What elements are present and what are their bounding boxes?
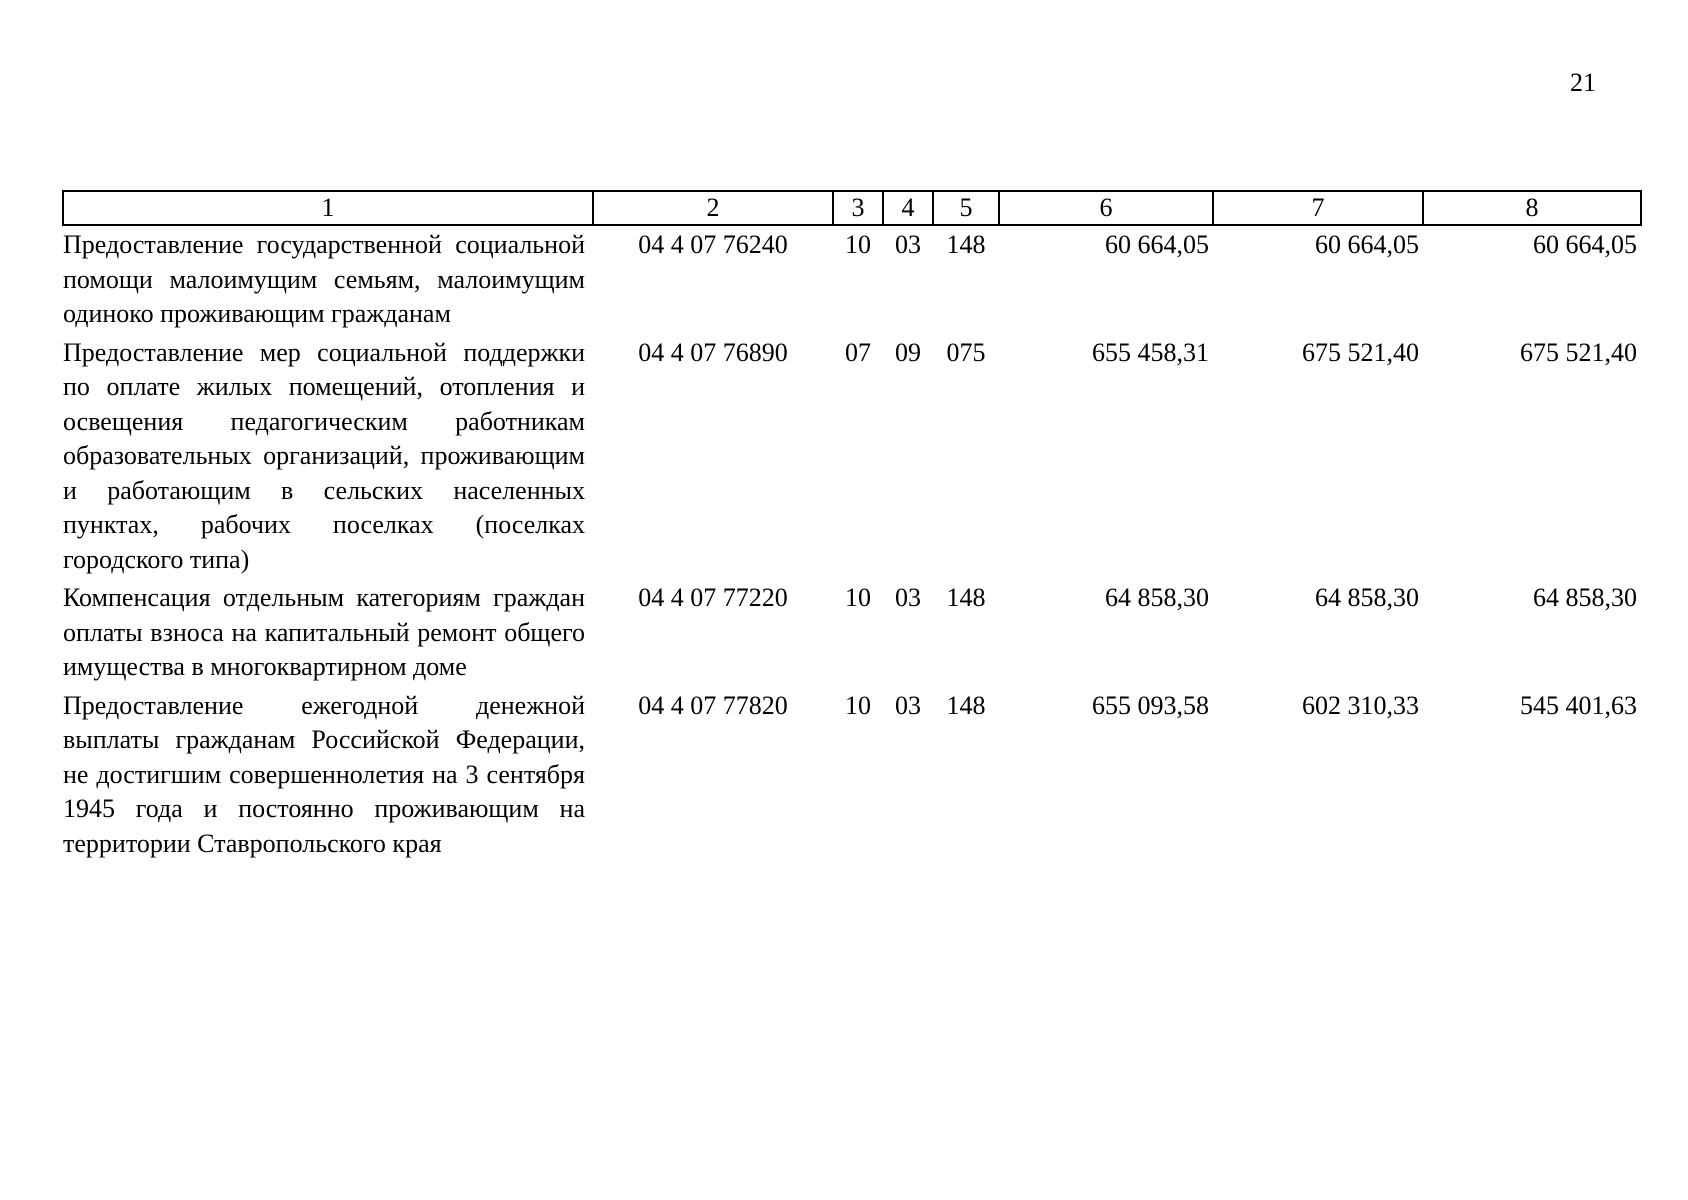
header-cell-1: 1 bbox=[63, 191, 593, 225]
header-row bbox=[63, 191, 1641, 225]
row-value-6: 655 093,58 bbox=[1092, 690, 1209, 720]
row-value-8: 545 401,63 bbox=[1520, 690, 1637, 720]
row-code: 04 4 07 76890 bbox=[638, 337, 788, 367]
row-col-4: 03 bbox=[895, 690, 921, 720]
row-value-7: 675 521,40 bbox=[1302, 337, 1419, 367]
row-name: Предоставление государственной социальной помощи малоимущим семьям, малоимущим одиноко проживающим гражданам bbox=[63, 230, 585, 328]
row-col-3: 10 bbox=[845, 690, 871, 720]
row-col-4: 03 bbox=[895, 230, 921, 259]
row-code: 04 4 07 76240 bbox=[638, 230, 788, 259]
table-row bbox=[63, 687, 1641, 864]
row-name: Предоставление ежегодной денежной выплаты гражданам Российской Федерации, не достигшим совершеннолетия на 3 сентября 1945 года и постоянно проживающим на территории Ставропольского края bbox=[63, 690, 585, 858]
row-col-3: 10 bbox=[845, 230, 871, 259]
row-value-8: 60 664,05 bbox=[1533, 230, 1637, 259]
row-value-7: 60 664,05 bbox=[1315, 230, 1419, 259]
row-col-5: 075 bbox=[946, 337, 986, 367]
row-value-7: 602 310,33 bbox=[1302, 690, 1419, 720]
budget-table bbox=[62, 190, 1642, 863]
row-col-3: 10 bbox=[845, 583, 871, 612]
row-col-5: 148 bbox=[946, 583, 986, 612]
header-cell-2: 2 bbox=[593, 191, 833, 225]
header-cell-6: 6 bbox=[999, 191, 1213, 225]
row-name: Компенсация отдельным категориям граждан оплаты взноса на капитальный ремонт общего имущества в многоквартирном доме bbox=[63, 583, 585, 681]
row-value-8: 64 858,30 bbox=[1533, 583, 1637, 612]
row-col-3: 07 bbox=[845, 337, 871, 367]
header-cell-7: 7 bbox=[1213, 191, 1423, 225]
row-col-4: 09 bbox=[895, 337, 921, 367]
row-col-5: 148 bbox=[946, 230, 986, 259]
row-value-8: 675 521,40 bbox=[1520, 337, 1637, 367]
table-body bbox=[63, 225, 1641, 863]
row-value-6: 60 664,05 bbox=[1105, 230, 1209, 259]
row-value-6: 655 458,31 bbox=[1092, 337, 1209, 367]
table-header bbox=[63, 191, 1641, 225]
row-value-7: 64 858,30 bbox=[1315, 583, 1419, 612]
row-col-5: 148 bbox=[946, 690, 986, 720]
row-code: 04 4 07 77220 bbox=[638, 583, 788, 612]
table-row bbox=[63, 579, 1641, 687]
header-cell-8: 8 bbox=[1423, 191, 1641, 225]
header-cell-4: 4 bbox=[883, 191, 933, 225]
row-code: 04 4 07 77820 bbox=[638, 690, 788, 720]
header-cell-3: 3 bbox=[833, 191, 883, 225]
row-col-4: 03 bbox=[895, 583, 921, 612]
table-row bbox=[63, 334, 1641, 580]
page-number: 21 bbox=[1570, 68, 1596, 97]
row-name: Предоставление мер социальной поддержки по оплате жилых помещений, отопления и освещения педагогическим работникам образовательных организаций, проживающим и работающим в сельских населенных пунктах, рабочих поселках (поселках городского типа) bbox=[63, 337, 585, 574]
header-cell-5: 5 bbox=[933, 191, 999, 225]
row-value-6: 64 858,30 bbox=[1105, 583, 1209, 612]
table-row bbox=[63, 225, 1641, 334]
